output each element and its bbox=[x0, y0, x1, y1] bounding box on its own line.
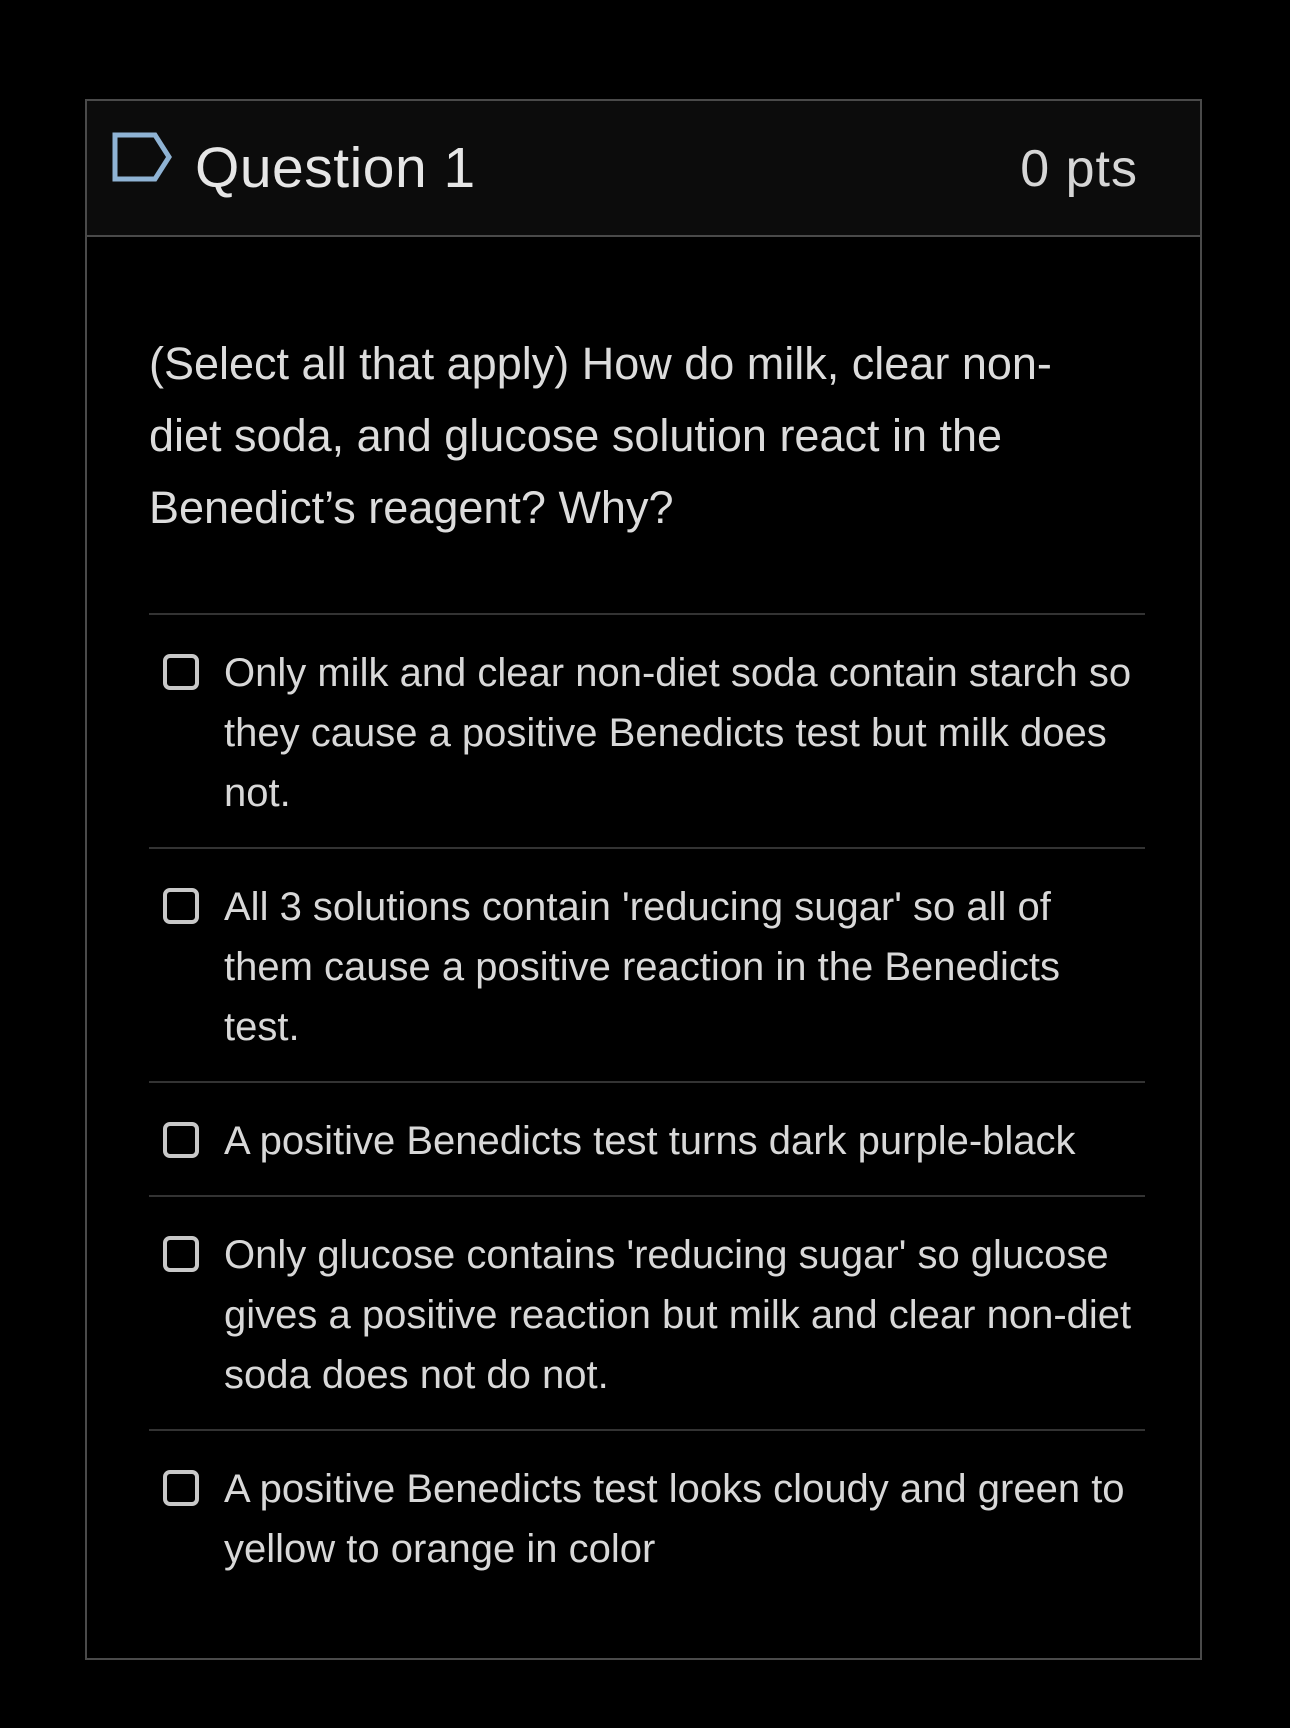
answer-label: All 3 solutions contain 'reducing sugar' so all of them cause a positive reaction in the Benedicts test. bbox=[224, 885, 1061, 1049]
answer-option[interactable] bbox=[149, 847, 1145, 1081]
answer-option[interactable] bbox=[149, 1429, 1145, 1603]
answer-option[interactable] bbox=[149, 1195, 1145, 1429]
answer-label: Only milk and clear non-diet soda contain starch so they cause a positive Benedicts test but milk does not. bbox=[224, 651, 1132, 815]
question-card bbox=[85, 99, 1202, 1660]
question-points: 0 pts bbox=[1020, 140, 1138, 198]
answer-option[interactable] bbox=[149, 1081, 1145, 1195]
answer-label: A positive Benedicts test turns dark purple-black bbox=[224, 1119, 1076, 1163]
checkbox-empty[interactable] bbox=[163, 1236, 199, 1272]
question-title: Question 1 bbox=[195, 136, 476, 200]
answer-list bbox=[149, 613, 1145, 1603]
checkbox-empty[interactable] bbox=[163, 1122, 199, 1158]
checkbox-empty[interactable] bbox=[163, 888, 199, 924]
checkbox-empty[interactable] bbox=[163, 1470, 199, 1506]
checkbox-empty[interactable] bbox=[163, 654, 199, 690]
answer-option[interactable] bbox=[149, 613, 1145, 847]
question-prompt: (Select all that apply) How do milk, clear non-diet soda, and glucose solution react in the Benedict’s reagent? Why? bbox=[149, 338, 1052, 533]
flag-question-icon[interactable] bbox=[112, 132, 174, 182]
answer-label: Only glucose contains 'reducing sugar' so glucose gives a positive reaction but milk and clear non-diet soda does not do not. bbox=[224, 1233, 1132, 1397]
answer-label: A positive Benedicts test looks cloudy and green to yellow to orange in color bbox=[224, 1467, 1125, 1571]
question-header bbox=[87, 101, 1200, 237]
